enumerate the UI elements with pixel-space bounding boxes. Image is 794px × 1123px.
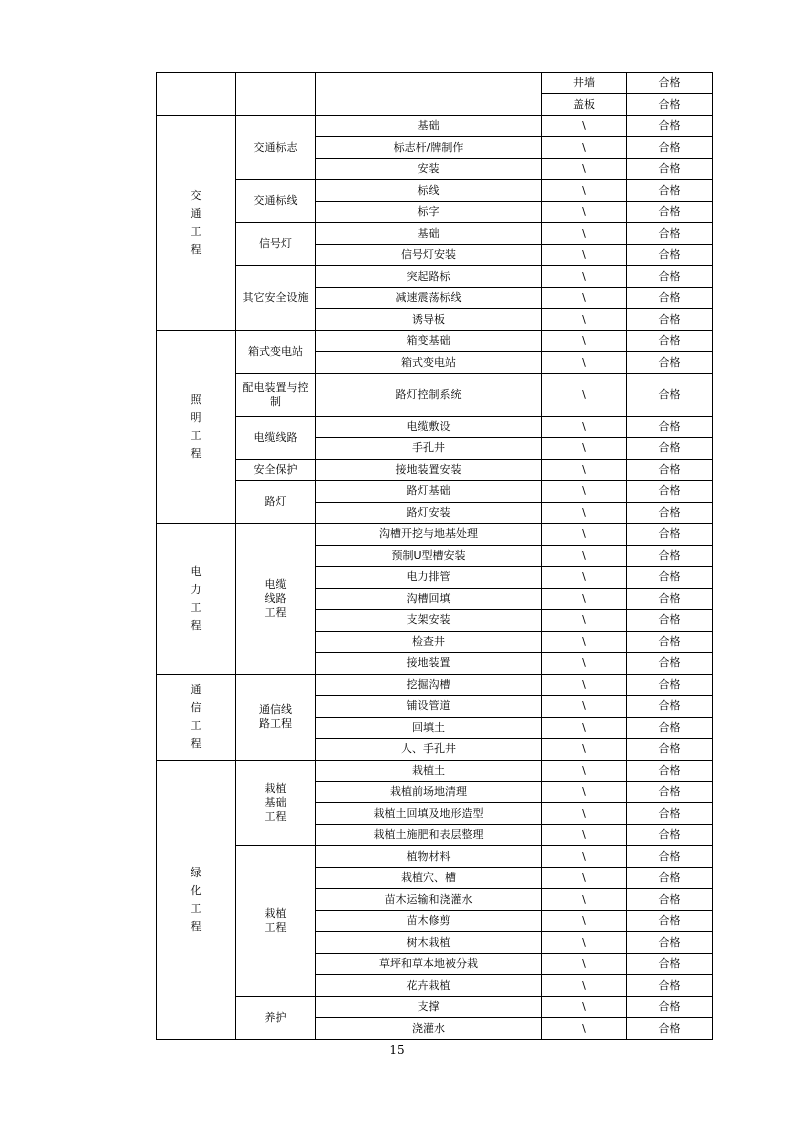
item-name-cell: 回填土 [316,717,542,738]
item-name-cell: 植物材料 [316,846,542,867]
item-result-cell: 合格 [627,309,713,330]
item-name-cell: 支撑 [316,996,542,1017]
label-char: 其它安全设施 [242,291,309,305]
item-result-cell: 合格 [627,696,713,717]
item-result-cell: 合格 [627,975,713,996]
label-char: 交 [190,188,202,202]
label-char: 工 [190,224,202,238]
item-result-cell: 合格 [627,846,713,867]
label-char: 基础 [264,795,287,809]
item-mark-cell: \ [542,416,627,437]
table-row [157,330,713,351]
label-char: 路工程 [259,717,292,731]
table-row [157,846,713,867]
subgroup-name-cell [236,760,316,846]
item-mark-cell: \ [542,352,627,373]
label-char: 路灯 [264,495,287,509]
group-name-cell [157,524,236,674]
item-mark-cell: \ [542,459,627,480]
label-char: 通信线 [259,703,292,717]
label-char: 通 [190,683,202,697]
item-result-cell: 合格 [627,180,713,201]
label-char: 照 [190,392,202,406]
subgroup-name-cell [236,846,316,996]
table-row [157,481,713,502]
label-char: 通 [190,206,202,220]
item-mark-cell: \ [542,867,627,888]
item-name-cell: 手孔井 [316,438,542,459]
label-char: 箱式变电站 [248,344,303,358]
item-mark-cell: \ [542,696,627,717]
label-char: 工 [190,901,202,915]
item-mark-cell: \ [542,266,627,287]
item-name-cell: 基础 [316,223,542,244]
subgroup-name-cell [236,459,316,480]
subgroup-name-cell [236,115,316,179]
label-char: 交通标线 [253,194,298,208]
label-char: 栽植 [264,907,287,921]
item-name-cell: 路灯基础 [316,481,542,502]
label-char: 工程 [264,809,287,823]
group-cell [157,73,236,116]
item-mark-cell: \ [542,567,627,588]
table-row [157,459,713,480]
item-mark-cell: \ [542,846,627,867]
item-mark-cell: \ [542,588,627,609]
item-result-cell: 合格 [627,674,713,695]
item-name-cell: 箱式变电站 [316,352,542,373]
item-mark-cell: \ [542,244,627,265]
item-mark-cell: \ [542,180,627,201]
label-char: 制 [270,394,281,408]
table-body [157,73,713,1040]
table-row [157,115,713,136]
item-name-cell: 基础 [316,115,542,136]
item-mark-cell: \ [542,373,627,416]
item-mark-cell: \ [542,781,627,802]
item-mark-cell: \ [542,803,627,824]
item-result-cell: 合格 [627,567,713,588]
label-char: 程 [190,737,202,751]
item-result-cell: 合格 [627,266,713,287]
label-char: 工程 [264,605,287,619]
item-result-cell: 合格 [627,889,713,910]
group-name-cell [157,760,236,1040]
item-name-cell: 标字 [316,201,542,222]
item-name-cell: 树木栽植 [316,932,542,953]
subgroup-name-cell [236,481,316,524]
item-name-cell: 挖掘沟槽 [316,674,542,695]
subgroup-name-cell [236,996,316,1039]
subgroup-name-cell [236,674,316,760]
item-mark-cell: \ [542,996,627,1017]
subgroup-name-cell [236,223,316,266]
item-name-cell: 苗木运输和浇灌水 [316,889,542,910]
label-char: 绿 [190,865,202,879]
item-mark-cell: \ [542,717,627,738]
item-result-cell: 合格 [627,115,713,136]
item-result-cell: 合格 [627,953,713,974]
subgroup-name-cell [236,330,316,373]
item-mark-cell: \ [542,115,627,136]
item-result-cell: 合格 [627,373,713,416]
detail-cell: 盖板 [542,94,627,115]
label-char: 栽植 [264,781,287,795]
item-name-cell: 人、手孔井 [316,739,542,760]
item-name-cell: 电缆敷设 [316,416,542,437]
item-mark-cell: \ [542,201,627,222]
item-mark-cell: \ [542,309,627,330]
table-row [157,266,713,287]
item-result-cell: 合格 [627,932,713,953]
item-result-cell: 合格 [627,610,713,631]
label-char: 化 [190,883,202,897]
item-name-cell: 支架安装 [316,610,542,631]
label-char: 工 [190,428,202,442]
item-result-cell: 合格 [627,910,713,931]
item-mark-cell: \ [542,610,627,631]
label-char: 配电装置与控 [242,380,309,394]
item-result-cell: 合格 [627,781,713,802]
result-cell: 合格 [627,73,713,94]
item-mark-cell: \ [542,653,627,674]
item-result-cell: 合格 [627,1018,713,1040]
label-char: 信号灯 [259,237,292,251]
table-row [157,996,713,1017]
item-mark-cell: \ [542,1018,627,1040]
item-result-cell: 合格 [627,438,713,459]
subgroup-name-cell [236,373,316,416]
item-result-cell: 合格 [627,201,713,222]
item-result-cell: 合格 [627,588,713,609]
item-mark-cell: \ [542,481,627,502]
item-name-cell: 接地装置安装 [316,459,542,480]
item-name-cell: 栽植土 [316,760,542,781]
label-char: 工 [190,600,202,614]
item-name-cell: 信号灯安装 [316,244,542,265]
result-cell: 合格 [627,94,713,115]
item-result-cell: 合格 [627,653,713,674]
group-name-cell [157,115,236,330]
subgroup-name-cell [236,180,316,223]
label-char: 电缆 [264,577,287,591]
table-row [157,180,713,201]
item-mark-cell: \ [542,889,627,910]
table-row [157,373,713,394]
item-mark-cell: \ [542,953,627,974]
item-name-cell: 沟槽开挖与地基处理 [316,524,542,545]
subgroup-name-cell [236,524,316,674]
label-char: 电缆线路 [253,430,298,444]
item-name-cell: 减速震荡标线 [316,287,542,308]
item-mark-cell: \ [542,502,627,523]
quality-inspection-table [156,72,713,1040]
item-name-cell: 栽植土回填及地形造型 [316,803,542,824]
subgroup-name-cell [236,266,316,330]
item-result-cell: 合格 [627,330,713,351]
item-mark-cell: \ [542,287,627,308]
item-name-cell: 栽植穴、槽 [316,867,542,888]
item-name-cell: 浇灌水 [316,1018,542,1040]
item-mark-cell: \ [542,545,627,566]
label-char: 程 [190,242,202,256]
item-name-cell: 栽植前场地清理 [316,781,542,802]
item-name-cell: 接地装置 [316,653,542,674]
item-result-cell: 合格 [627,996,713,1017]
item-mark-cell: \ [542,158,627,179]
page-number: 15 [389,1043,405,1057]
item-name-cell: 箱变基础 [316,330,542,351]
item-name-cell: 路灯控制系统 [316,373,542,416]
item-result-cell: 合格 [627,352,713,373]
sub-cell [236,73,316,116]
item-result-cell: 合格 [627,803,713,824]
label-char: 工 [190,719,202,733]
label-char: 电 [190,564,202,578]
item-name-cell: 沟槽回填 [316,588,542,609]
label-char: 明 [190,410,202,424]
item-result-cell: 合格 [627,502,713,523]
item-name-cell: 标志杆/牌制作 [316,137,542,158]
item-mark-cell: \ [542,674,627,695]
item-mark-cell: \ [542,330,627,351]
item-mark-cell: \ [542,631,627,652]
item-name-cell: 铺设管道 [316,696,542,717]
item-result-cell: 合格 [627,867,713,888]
group-name-cell [157,330,236,523]
label-char: 养护 [264,1010,287,1024]
item-mark-cell: \ [542,739,627,760]
item-result-cell: 合格 [627,137,713,158]
item-name-cell: 苗木修剪 [316,910,542,931]
table-row [157,73,713,94]
label-char: 安全保护 [253,462,298,476]
item-mark-cell: \ [542,137,627,158]
item-mark-cell: \ [542,932,627,953]
group-name-cell [157,674,236,760]
item-result-cell: 合格 [627,545,713,566]
item-mark-cell: \ [542,524,627,545]
item-mark-cell: \ [542,824,627,845]
item-name-cell: 路灯安装 [316,502,542,523]
item-result-cell: 合格 [627,524,713,545]
item-name-cell: 电力排管 [316,567,542,588]
item-result-cell: 合格 [627,717,713,738]
table-row [157,223,713,244]
item-result-cell: 合格 [627,631,713,652]
label-char: 力 [190,582,202,596]
item-result-cell: 合格 [627,760,713,781]
table-row [157,416,713,437]
item-result-cell: 合格 [627,158,713,179]
item-cell [316,73,542,116]
item-result-cell: 合格 [627,287,713,308]
label-char: 交通标志 [253,140,298,154]
subgroup-name-cell [236,416,316,459]
label-char: 程 [190,446,202,460]
item-mark-cell: \ [542,760,627,781]
label-char: 工程 [264,921,287,935]
item-result-cell: 合格 [627,481,713,502]
item-mark-cell: \ [542,223,627,244]
detail-cell: 井墙 [542,73,627,94]
item-name-cell: 诱导板 [316,309,542,330]
item-result-cell: 合格 [627,739,713,760]
item-name-cell: 突起路标 [316,266,542,287]
item-name-cell: 栽植土施肥和表层整理 [316,824,542,845]
item-result-cell: 合格 [627,459,713,480]
item-name-cell: 预制U型槽安装 [316,545,542,566]
table-row [157,674,713,695]
label-char: 程 [190,919,202,933]
item-name-cell: 标线 [316,180,542,201]
item-mark-cell: \ [542,910,627,931]
item-name-cell: 花卉栽植 [316,975,542,996]
label-char: 程 [190,618,202,632]
item-name-cell: 检查井 [316,631,542,652]
item-name-cell: 安装 [316,158,542,179]
item-mark-cell: \ [542,438,627,459]
item-mark-cell: \ [542,975,627,996]
label-char: 信 [190,701,202,715]
item-result-cell: 合格 [627,824,713,845]
item-result-cell: 合格 [627,416,713,437]
item-name-cell: 草坪和草本地被分栽 [316,953,542,974]
item-result-cell: 合格 [627,244,713,265]
table-row [157,524,713,545]
label-char: 线路 [264,591,287,605]
table-row [157,760,713,781]
item-result-cell: 合格 [627,223,713,244]
